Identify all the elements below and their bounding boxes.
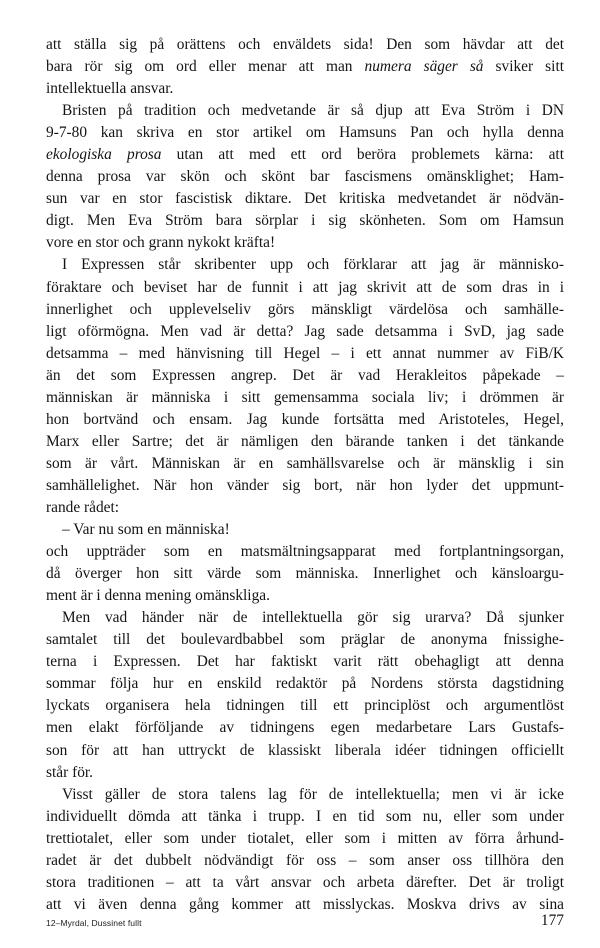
text-block <box>46 34 564 916</box>
text-line: föraktare och beviset har de funnit i att jag skrivit att de som dras in i <box>46 278 564 296</box>
text-line: Visst gäller de stora talens lag för de intellektuella; men vi är icke <box>62 785 564 803</box>
text-line: trettiotalet, eller som under tiotalet, eller som i mitten av förra århund- <box>46 829 564 847</box>
page-footer <box>46 912 564 936</box>
page-body <box>46 34 564 916</box>
text-line: vore en stor och grann nykokt kräfta! <box>46 234 276 252</box>
text-fragment: utan att med ett ord beröra problemets kärna: att <box>161 146 564 164</box>
footer-signature: 12–Myrdal, Dussinet fullt <box>46 918 142 928</box>
text-line: ment är i denna mening omänskliga. <box>46 587 270 605</box>
text-line: intellektuella ansvar. <box>46 80 174 98</box>
text-line: Men vad händer när de intellektuella gör sig urarva? Då sjunker <box>62 609 564 627</box>
text-line: människan är människa i sitt gemensamma sociala liv; i drömmen är <box>46 388 564 406</box>
text-line: – Var nu som en människa! <box>62 521 230 539</box>
text-fragment: sviker sitt <box>483 58 564 76</box>
emphasis-text: ekologiska prosa <box>46 146 162 164</box>
text-line <box>46 56 564 78</box>
text-line: individuellt dömda att tänka i trupp. I en tid som nu, eller som under <box>46 807 564 825</box>
text-line: son för att han uttryckt de klassiskt liberala idéer tidningen officiellt <box>46 741 564 759</box>
text-line: rande rådet: <box>46 498 120 516</box>
text-line: samtalet till det boulevardbabbel som präglar de anonyma fnissighe- <box>46 631 564 649</box>
text-line: terna i Expressen. Det har faktiskt varit rätt obehagligt att denna <box>46 653 564 671</box>
text-line: ligt oförmögna. Men vad är detta? Jag sade detsamma i SvD, jag sade <box>46 322 564 340</box>
text-line: att vi även denna gång kommer att misslyckas. Moskva drivs av sina <box>46 895 564 913</box>
text-fragment: bara rör sig om ord eller menar att man <box>46 58 365 76</box>
text-line: radet är det dubbelt nödvändigt för oss – som anser oss tillhöra den <box>46 851 564 869</box>
text-line: I Expressen står skribenter upp och förklarar att jag är människo- <box>62 256 564 274</box>
text-line: och uppträder som en matsmältningsapparat med fortplantningsorgan, <box>46 543 564 561</box>
text-line: står för. <box>46 763 94 781</box>
emphasis-text: numera säger så <box>364 58 484 76</box>
text-line: sun var en stor fascistisk diktare. Det kritiska medvetandet är nödvän- <box>46 190 564 208</box>
text-line: Bristen på tradition och medvetande är så djup att Eva Ström i DN <box>62 102 564 120</box>
text-line: men elakt förföljande av tidningens egen medarbetare Lars Gustafs- <box>46 719 564 737</box>
text-line: Marx eller Sartre; det är nämligen den bärande tanken i det tänkande <box>46 432 564 450</box>
text-line: stora traditionen – att ta vårt ansvar och arbeta därefter. Det är troligt <box>46 873 564 891</box>
text-line: 9-7-80 kan skriva en stor artikel om Hamsuns Pan och hylla denna <box>46 124 564 142</box>
page-number: 177 <box>540 912 564 929</box>
text-line: detsamma – med hänvisning till Hegel – i ett annat nummer av FiB/K <box>46 344 564 362</box>
text-line: att ställa sig på orättens och enväldets sida! Den som hävdar att det <box>46 36 564 53</box>
text-line: denna prosa var skön och skönt bar fascismens omänsklighet; Ham- <box>46 168 564 186</box>
text-line: sommar följa hur en enskild redaktör på Nordens största dagstidning <box>46 675 564 693</box>
text-line: digt. Men Eva Ström bara sörplar i sig skönheten. Som om Hamsun <box>46 212 564 230</box>
text-line: än det som Expressen angrep. Det är vad Herakleitos påpekade – <box>46 366 564 384</box>
text-line: hon bortvänd och ensam. Jag kunde fortsätta med Aristoteles, Hegel, <box>46 410 564 428</box>
text-line: lyckats organisera hela tidningen till ett principlöst och argumentlöst <box>46 697 564 715</box>
text-line: samhällelighet. När hon vänder sig bort, när hon lyder det uppmunt- <box>46 476 564 494</box>
text-line: som är vårt. Människan är en samhällsvarelse och är mänsklig i sin <box>46 454 564 472</box>
text-line: innerlighet och upplevelseliv görs mänskligt värdelösa och samhälle- <box>46 300 564 318</box>
text-line <box>46 144 564 166</box>
text-line: då överger hon sitt värde som människa. Innerlighet och känsloargu- <box>46 565 564 583</box>
